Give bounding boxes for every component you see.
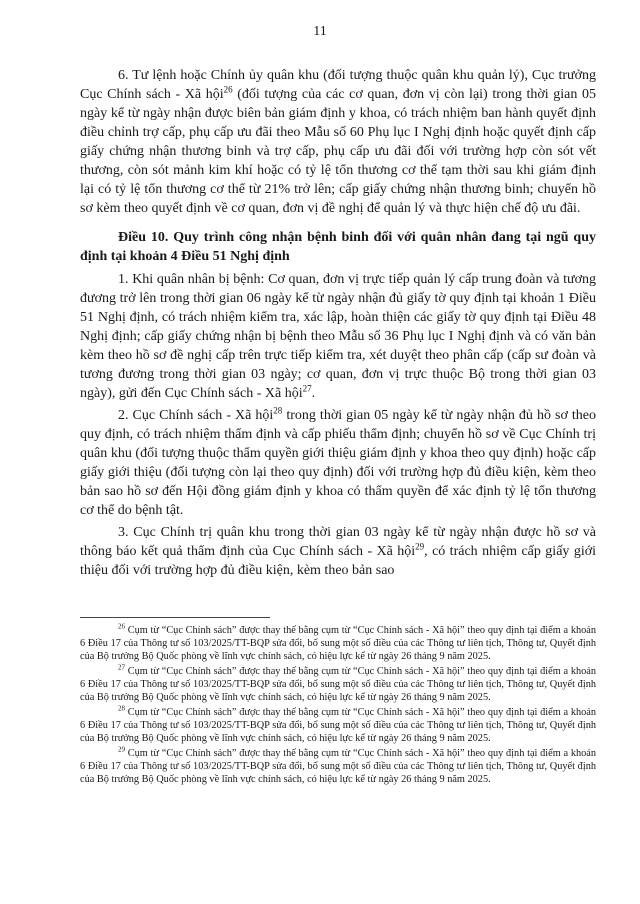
footnote-item xyxy=(80,706,596,745)
paragraph-clause-1 xyxy=(80,270,596,403)
main-text xyxy=(80,66,596,583)
footnote-text: Cụm từ “Cục Chính sách” được thay thế bằng cụm từ “Cục Chính sách - Xã hội” theo quy định tại điểm a khoản 6 Điều 17 của Thông tư số 103/2025/TT-BQP sửa đổi, bổ sung một số điều của các Thông tư liên tịch, Thông tư, Quyết định của Bộ trưởng Bộ Quốc phòng về lĩnh vực chính sách, có hiệu lực kể từ ngày 26 tháng 9 năm 2025. xyxy=(80,748,596,785)
footnote-divider xyxy=(80,617,270,618)
footnote-number: 27 xyxy=(118,663,125,672)
footnotes xyxy=(80,624,596,788)
paragraph-text: 3. Cục Chính trị quân khu trong thời gian 03 ngày kể từ ngày nhận được hồ sơ và thông báo kết quả thẩm định của Cục Chính sách - Xã hội xyxy=(80,525,596,559)
article-heading: Điều 10. Quy trình công nhận bệnh binh đối với quân nhân đang tại ngũ quy định tại khoản 4 Điều 51 Nghị định xyxy=(80,230,596,264)
footnote-item xyxy=(80,747,596,786)
footnote-text: Cụm từ “Cục Chính sách” được thay thế bằng cụm từ “Cục Chính sách - Xã hội” theo quy định tại điểm a khoản 6 Điều 17 của Thông tư số 103/2025/TT-BQP sửa đổi, bổ sung một số điều của các Thông tư liên tịch, Thông tư, Quyết định của Bộ trưởng Bộ Quốc phòng về lĩnh vực chính sách, có hiệu lực kể từ ngày 26 tháng 9 năm 2025. xyxy=(80,625,596,662)
footnote-number: 26 xyxy=(118,622,125,631)
paragraph-clause-2 xyxy=(80,406,596,520)
paragraph-clause-3 xyxy=(80,523,596,580)
paragraph-text: 6. Tư lệnh hoặc Chính ủy quân khu (đối tượng thuộc quân khu quản lý), Cục trưởng Cục Chính sách - Xã hội xyxy=(80,68,596,102)
page-number: 11 xyxy=(313,24,327,39)
footnote-ref[interactable]: 27 xyxy=(302,383,312,394)
footnote-number: 29 xyxy=(118,745,125,754)
footnote-ref[interactable]: 29 xyxy=(415,541,425,552)
paragraph-text: 2. Cục Chính sách - Xã hội xyxy=(118,408,274,423)
footnote-text: Cụm từ “Cục Chính sách” được thay thế bằng cụm từ “Cục Chính sách - Xã hội” theo quy định tại điểm a khoản 6 Điều 17 của Thông tư số 103/2025/TT-BQP sửa đổi, bổ sung một số điều của các Thông tư liên tịch, Thông tư, Quyết định của Bộ trưởng Bộ Quốc phòng về lĩnh vực chính sách, có hiệu lực kể từ ngày 26 tháng 9 năm 2025. xyxy=(80,707,596,744)
footnote-item xyxy=(80,624,596,663)
footnote-text: Cụm từ “Cục Chính sách” được thay thế bằng cụm từ “Cục Chính sách - Xã hội” theo quy định tại điểm a khoản 6 Điều 17 của Thông tư số 103/2025/TT-BQP sửa đổi, bổ sung một số điều của các Thông tư liên tịch, Thông tư, Quyết định của Bộ trưởng Bộ Quốc phòng về lĩnh vực chính sách, có hiệu lực kể từ ngày 26 tháng 9 năm 2025. xyxy=(80,666,596,703)
footnote-ref[interactable]: 26 xyxy=(223,84,233,95)
paragraph-text: trong thời gian 05 ngày kể từ ngày nhận đủ hồ sơ theo quy định, có trách nhiệm thẩm định và cấp phiếu thẩm định; chuyển hồ sơ về Cục Chính trị quân khu (đối tượng thuộc thẩm quyền giới thiệu giám định y khoa theo quy định) hoặc cấp giấy giới thiệu (đối tượng còn lại theo quy định) đối với trường hợp đủ điều kiện, kèm theo bản sao hồ sơ đến Hội đồng giám định y khoa có thẩm quyền để xác định tỷ lệ tổn thương cơ thể do bệnh tật. xyxy=(80,408,596,518)
footnote-ref[interactable]: 28 xyxy=(273,405,283,416)
paragraph-item-6 xyxy=(80,66,596,218)
paragraph-text: , có trách nhiệm cấp giấy giới thiệu đối với trường hợp đủ điều kiện, kèm theo bản sao xyxy=(80,544,596,578)
paragraph-text: . xyxy=(311,386,316,401)
paragraph-text: (đối tượng của các cơ quan, đơn vị còn lại) trong thời gian 05 ngày kể từ ngày nhận được biên bản giám định y khoa, có trách nhiệm ban hành quyết định điều chỉnh trợ cấp, phụ cấp ưu đãi theo Mẫu số 60 Phụ lục I Nghị định hoặc quyết định cấp giấy chứng nhận thương binh và trợ cấp, phụ cấp ưu đãi đối với trường hợp còn sót vết thương, còn sót mảnh kim khí hoặc có tỷ lệ tổn thương cơ thể tạm thời sau khi giám định lại có tỷ lệ tổn thương cơ thể từ 21% trở lên; cấp giấy chứng nhận thương binh; chuyển hồ sơ kèm theo quyết định về cơ quan, đơn vị đề nghị để quản lý và thực hiện chế độ ưu đãi. xyxy=(80,87,596,216)
paragraph-text: 1. Khi quân nhân bị bệnh: Cơ quan, đơn vị trực tiếp quản lý cấp trung đoàn và tương đương trở lên trong thời gian 06 ngày kể từ ngày nhận đủ giấy tờ quy định tại khoản 1 Điều 51 Nghị định, có trách nhiệm kiểm tra, xác lập, hoàn thiện các giấy tờ quy định tại Điều 48 Nghị định; cấp giấy chứng nhận bị bệnh theo Mẫu số 36 Phụ lục I Nghị định và có văn bản kèm theo hồ sơ đề nghị cấp trên trực tiếp kiểm tra, xét duyệt theo phân cấp (cấp sư đoàn và tương đương trong thời gian 03 ngày; cơ quan, đơn vị trực thuộc Bộ trong thời gian 03 ngày), gửi đến Cục Chính sách - Xã hội xyxy=(80,272,596,401)
footnote-number: 28 xyxy=(118,704,125,713)
footnote-item xyxy=(80,665,596,704)
